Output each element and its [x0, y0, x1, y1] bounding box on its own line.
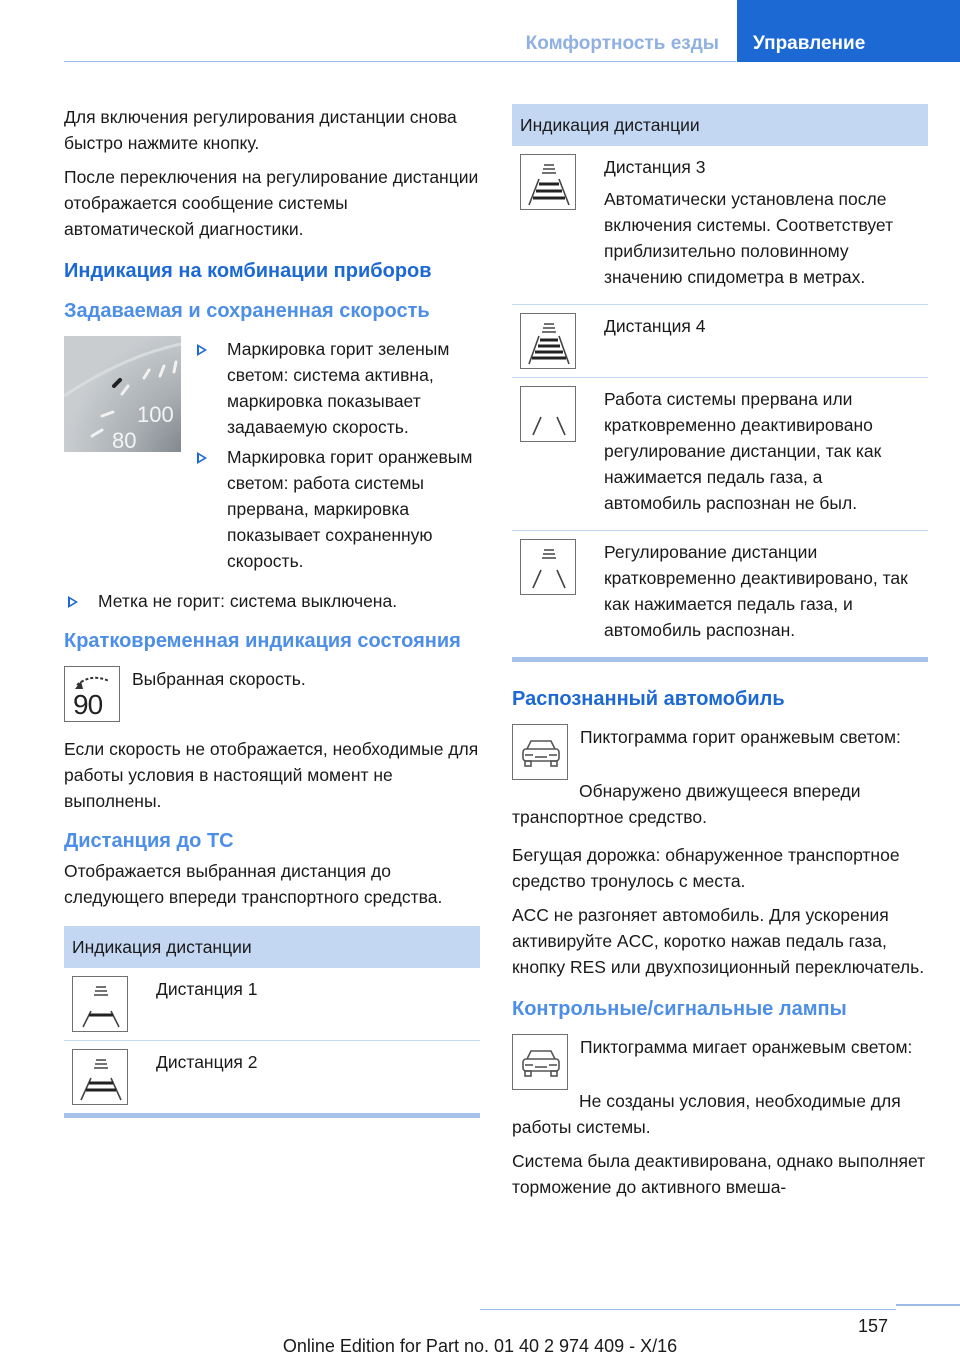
set-speed-icon [64, 666, 120, 722]
list-item: Метка не горит: система выключена. [64, 588, 480, 614]
table-row [512, 305, 928, 378]
bullet-triangle-icon [197, 344, 207, 356]
recognized-text-2: Обнаружено движущееся впереди транспортное средство. [512, 781, 861, 827]
distance-3-icon [520, 154, 576, 210]
distance-3-description: Автоматически установлена после включения системы. Соответствует приблизительно половинному значению спидометра в метрах. [604, 189, 894, 287]
intro-paragraph-2: После переключения на регулирование дистанции отображается сообщение системы автоматической диагностики. [64, 167, 479, 239]
intro-paragraph-1: Для включения регулирования дистанции снова быстро нажмите кнопку. [64, 107, 457, 153]
table-row [64, 1041, 480, 1113]
lamp-text-1: Пиктограмма мигает оранжевым светом: [580, 1037, 913, 1057]
speed-figure-row [64, 336, 480, 578]
selected-speed-text: Выбранная скорость. [132, 669, 306, 689]
list-item: Маркировка горит зеленым светом: система активна, маркировка показывает задаваемую скорость. [193, 336, 480, 440]
page-number: 157 [858, 1316, 889, 1336]
table-header: Индикация дистанции [64, 926, 480, 968]
lamp-row [512, 1034, 928, 1090]
lamp-text-2: Не созданы условия, необходимые для работы системы. [512, 1091, 901, 1137]
table-row [64, 968, 480, 1041]
warning-car-icon [512, 1034, 568, 1090]
distance-3-title: Дистанция 3 [604, 157, 706, 177]
speed-marker-list [193, 336, 480, 578]
header-active-tab[interactable]: Управление [737, 0, 960, 62]
header-section-title[interactable]: Комфортность езды [525, 33, 719, 54]
table-header: Индикация дистанции [512, 104, 928, 146]
distance-2-icon [72, 1049, 128, 1105]
heading-temporary-status: Кратковременная индикация состояния [64, 630, 461, 652]
interrupted-lane-icon [520, 386, 576, 442]
table-row [512, 146, 928, 305]
table-row [512, 378, 928, 531]
distance-description: Отображается выбранная дистанция до следующего впереди транспортного средства. [64, 861, 443, 907]
interrupted-description: Работа системы прервана или кратковременно деактивировано регулирование дистанции, так как нажимается педаль газа, а автомобиль распознан не был. [604, 389, 882, 513]
recognized-row [512, 724, 928, 780]
heading-instrument-display: Индикация на комбинации приборов [64, 260, 432, 282]
speedo-label-80: 80 [112, 428, 137, 452]
distance-4-title: Дистанция 4 [604, 316, 706, 336]
online-edition-label: Online Edition for Part no. 01 40 2 974 409 - X/16 [282, 1336, 678, 1356]
recognized-text-1: Пиктограмма горит оранжевым светом: [580, 727, 901, 747]
heading-distance: Дистанция до ТС [64, 830, 234, 852]
heading-recognized-vehicle: Распознанный автомобиль [512, 688, 785, 710]
heading-set-speed: Задаваемая и сохраненная скорость [64, 300, 430, 322]
acc-accelerate-text: ACC не разгоняет автомобиль. Для ускорения активируйте ACC, коротко нажав педаль газа, кнопку RES или двухпозиционный переключатель. [512, 905, 925, 977]
set-speed-icon-value: 90 [73, 689, 103, 720]
right-column [512, 104, 928, 1208]
distance-table-left [64, 926, 480, 1118]
table-row [512, 531, 928, 657]
heading-warning-lamps: Контрольные/сигнальные лампы [512, 998, 847, 1020]
distance-4-icon [520, 313, 576, 369]
distance-1-label: Дистанция 1 [156, 979, 258, 999]
footer-rule-right [896, 1304, 960, 1306]
distance-2-label: Дистанция 2 [156, 1052, 258, 1072]
list-item: Маркировка горит оранжевым светом: работа системы прервана, маркировка показывает сохраненную скорость. [193, 444, 480, 574]
bullet-triangle-icon [197, 452, 207, 464]
footer-rule [480, 1309, 896, 1310]
lamp-text-3: Система была деактивирована, однако выполняет торможение до активного вмеша- [512, 1151, 926, 1197]
running-lane-text: Бегущая дорожка: обнаруженное транспортное средство тронулось с места. [512, 845, 900, 891]
deactivated-car-lane-icon [520, 539, 576, 595]
selected-speed-row [64, 666, 480, 722]
left-column [64, 104, 480, 1118]
deactivated-description: Регулирование дистанции кратковременно деактивировано, так как нажимается педаль газа, и автомобиль распознан. [604, 542, 908, 640]
bullet-triangle-icon [68, 596, 78, 608]
speedo-label-100: 100 [137, 402, 174, 427]
distance-table-right [512, 104, 928, 662]
distance-1-icon [72, 976, 128, 1032]
recognized-car-icon [512, 724, 568, 780]
speed-not-shown-text: Если скорость не отображается, необходимые для работы условия в настоящий момент не выполнены. [64, 739, 479, 811]
speed-off-list [64, 588, 480, 614]
speedometer-image [64, 336, 181, 452]
